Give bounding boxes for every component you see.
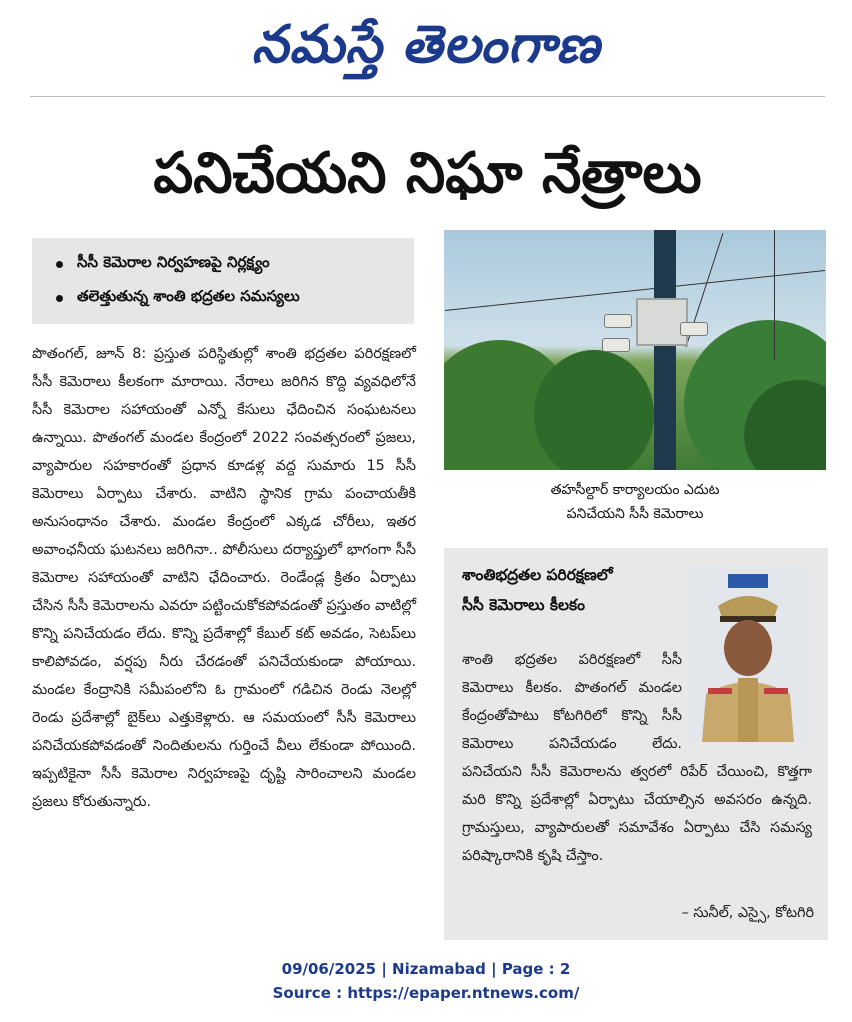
caption-line: పనిచేయని సీసీ కెమెరాలు [566,506,704,522]
headline: పనిచేయని నిఘా నేత్రాలు [153,141,702,206]
sidebar-box [444,548,828,940]
caption-line: తహసీల్దార్ కార్యాలయం ఎదుట [550,482,720,498]
article-body: పొతంగల్, జూన్ 8: ప్రస్తుత పరిస్థితుల్లో శాంతి భద్రతల పరిరక్షణలో సీసీ కెమెరాలు కీలకంగా మారాయి. నేరాలు జరిగిన కొద్ది వ్యవధిలోనే సీసీ కెమెరాల సహాయంతో ఎన్నో కేసులు ఛేదించిన సంఘటనలు ఉన్నాయి. పొతంగల్ మండల కేంద్రంలో 2022 సంవత్సరంలో ప్రజలు, వ్యాపారుల సహకారంతో ప్రధాన కూడళ్ల వద్ద సుమారు 15 సీసీ కెమెరాలు ఏర్పాటు చేశారు. వాటిని స్థానిక గ్రామ పంచాయతీకి అనుసంధానం చేశారు. మండల కేంద్రంలో ఎక్కడ చోరీలు, ఇతర అవాంఛనీయ ఘటనలు జరిగినా.. పోలీసులు దర్యాప్తులో భాగంగా సీసీ కెమెరాల సహాయంతో వాటిని ఛేదించారు. రెండేండ్ల క్రితం ఏర్పాటు చేసిన సీసీ కెమెరాలను ఎవరూ పట్టించుకోకపోవడంతో ప్రస్తుతం వాటిల్లో కొన్ని పనిచేయడం లేదు. కొన్ని ప్రదేశాల్లో కేబుల్ కట్ అవడం, సెటప్‌లు కాలిపోవడం, వర్షపు నీరు చేరడంతో పనిచేయకుండా పోయాయి. మండల కేంద్రానికి సమీపంలోని ఓ గ్రామంలో గడిచిన రెండు నెలల్లో రెండు ప్రదేశాల్లో బైక్‌లు ఎత్తుకెళ్లారు. ఆ సమయంలో సీసీ కెమెరాలు పనిచేయకపోవడంతో నిందితులను గుర్తించే వీలు లేకుండా పోయింది. ఇప్పటికైనా సీసీ కెమెరాల నిర్వహణపై దృష్టి సారించాలని మండల ప్రజలు కోరుతున్నారు. [32,346,416,810]
sidebar-body-text: శాంతి భద్రతల పరిరక్షణలో సీసీ కెమెరాలు కీలకం. పొతంగల్ మండల కేంద్రంతోపాటు కోటగిరిలో కొన్ని సీసీ కెమెరాలు పనిచేయడం లేదు. పనిచేయని సీసీ కెమెరాలను త్వరలో రిపేర్ చేయించి, కొత్తగా మరి కొన్ని ప్రదేశాల్లో ఏర్పాటు చేయాల్సిన అవసరం ఉన్నది. గ్రామస్తులు, వ్యాపారులతో సమావేశం ఏర్పాటు చేసి సమస్య పరిష్కారానికి కృషి చేస్తాం. [462,652,812,864]
cctv-camera-icon [604,314,632,328]
sidebar-title-line: శాంతిభద్రతల పరిరక్షణలో [462,566,613,584]
bullet-text: సీసీ కెమెరాల నిర్వహణపై నిర్లక్ష్యం [77,253,270,271]
masthead-divider [30,96,825,97]
cctv-photo [444,230,826,470]
bullet-dot-icon [56,261,63,268]
sidebar-body [462,646,812,870]
footer-source: Source : https://epaper.ntnews.com/ [272,984,580,1002]
bullet-dot-icon [56,295,63,302]
footer-date-edition: 09/06/2025 | Nizamabad | Page : 2 [281,960,571,978]
bullet-item [32,281,414,315]
cctv-camera-icon [680,322,708,336]
bullet-text: తలెత్తుతున్న శాంతి భద్రతల సమస్యలు [77,287,300,305]
masthead-logo: నమస్తే తెలంగాణ [251,14,601,75]
sidebar-title [462,560,692,620]
pole-shape [654,230,676,470]
bullet-box [32,238,414,324]
cctv-camera-icon [602,338,630,352]
sidebar-title-line: సీసీ కెమెరాలు కీలకం [462,596,585,614]
bullet-item [32,247,414,281]
photo-caption [444,478,826,536]
sidebar-signature: – సునీల్, ఎస్సై, కోటగిరి [681,905,814,921]
